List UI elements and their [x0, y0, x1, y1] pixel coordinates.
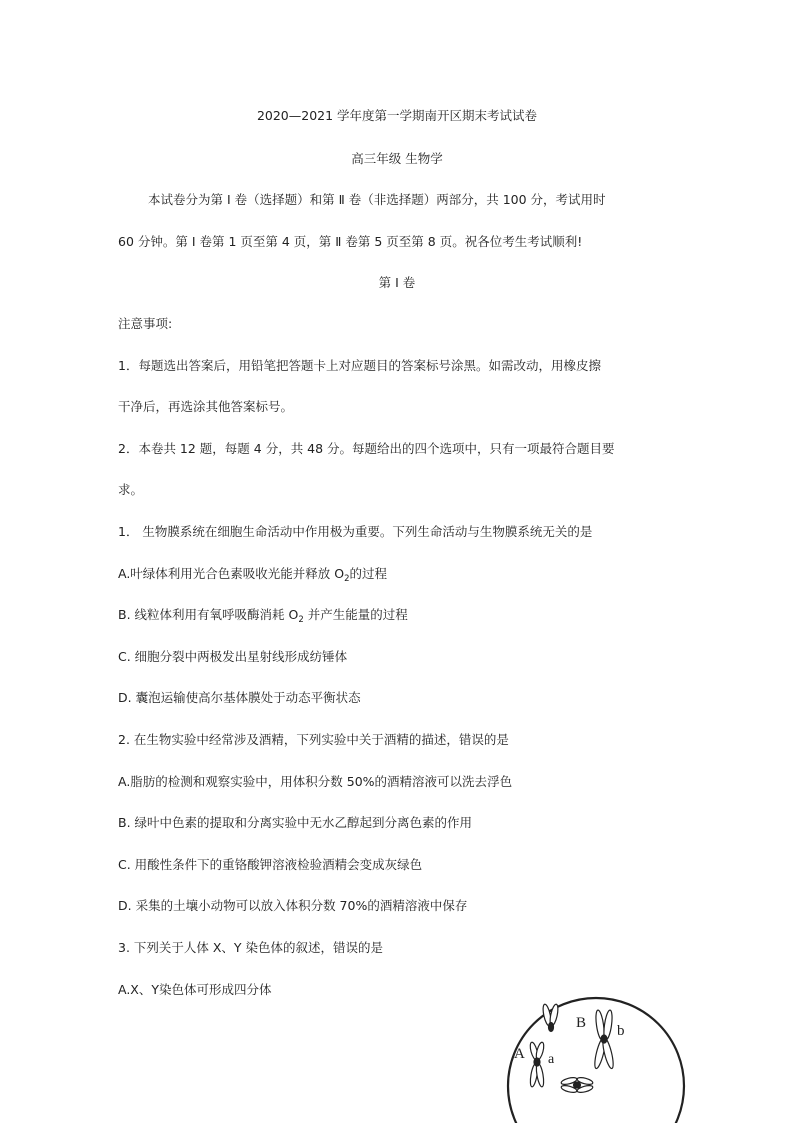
question-2-stem: 2. 在生物实验中经常涉及酒精，下列实验中关于酒精的描述，错误的是: [118, 732, 509, 747]
question-1-option-d: D. 囊泡运输使高尔基体膜处于动态平衡状态: [118, 690, 361, 705]
cell-chromosome-figure: [505, 995, 687, 1123]
exam-title: 2020—2021 学年度第一学期南开区期末考试试卷: [256, 108, 538, 123]
question-1-stem: 1． 生物膜系统在细胞生命活动中作用极为重要。下列生命活动与生物膜系统无关的是: [118, 524, 593, 539]
label-b: b: [617, 1023, 625, 1039]
chromosome-aa: [529, 1042, 545, 1088]
notice-heading: 注意事项:: [118, 316, 173, 331]
option-b-text-tail: 并产生能量的过程: [303, 607, 408, 622]
intro-line-2: 60 分钟。第 Ⅰ 卷第 1 页至第 4 页，第 Ⅱ 卷第 5 页至第 8 页。祝各位考生考试顺利!: [118, 234, 583, 249]
question-2-option-c: C. 用酸性条件下的重铬酸钾溶液检验酒精会变成灰绿色: [118, 857, 423, 872]
subscript: 2: [344, 574, 350, 584]
chromosome-bottom: [561, 1076, 594, 1094]
label-B: B: [576, 1015, 587, 1031]
notice-item-2-line-1: 2．本卷共 12 题，每题 4 分，共 48 分。每题给出的四个选项中，只有一项最符合题目要: [118, 441, 615, 456]
question-2-option-a: A.脂肪的检测和观察实验中，用体积分数 50%的酒精溶液可以洗去浮色: [118, 774, 513, 789]
intro-line-1: 本试卷分为第 Ⅰ 卷（选择题）和第 Ⅱ 卷（非选择题）两部分，共 100 分，考试用时: [148, 192, 606, 207]
exam-subtitle: 高三年级 生物学: [351, 151, 443, 166]
question-3-option-a: A.X、Y染色体可形成四分体: [118, 982, 272, 997]
question-1-option-a: [118, 566, 387, 582]
question-2-option-d: D. 采集的土壤小动物可以放入体积分数 70%的酒精溶液中保存: [118, 898, 468, 913]
option-a-text: A.叶绿体利用光合色素吸收光能并释放 O: [118, 566, 345, 581]
section-title: 第 Ⅰ 卷: [378, 275, 416, 290]
question-1-option-b: [118, 607, 408, 623]
question-1-option-c: C. 细胞分裂中两极发出星射线形成纺锤体: [118, 649, 348, 664]
option-a-text-tail: 的过程: [349, 566, 388, 581]
question-2-option-b: B. 绿叶中色素的提取和分离实验中无水乙醇起到分离色素的作用: [118, 815, 473, 830]
notice-item-1-line-2: 干净后，再选涂其他答案标号。: [118, 399, 294, 414]
option-b-text: B. 线粒体利用有氧呼吸酶消耗 O: [118, 607, 299, 622]
subscript: 2: [298, 615, 304, 625]
chromosome-top: [542, 1004, 560, 1032]
question-3-stem: 3. 下列关于人体 X、Y 染色体的叙述，错误的是: [118, 940, 384, 955]
label-A: A: [514, 1046, 525, 1062]
chromosome-bb: [593, 1010, 616, 1070]
notice-item-1-line-1: 1．每题选出答案后，用铅笔把答题卡上对应题目的答案标号涂黑。如需改动，用橡皮擦: [118, 358, 601, 373]
notice-item-2-line-2: 求。: [118, 482, 144, 497]
label-a: a: [548, 1052, 555, 1067]
